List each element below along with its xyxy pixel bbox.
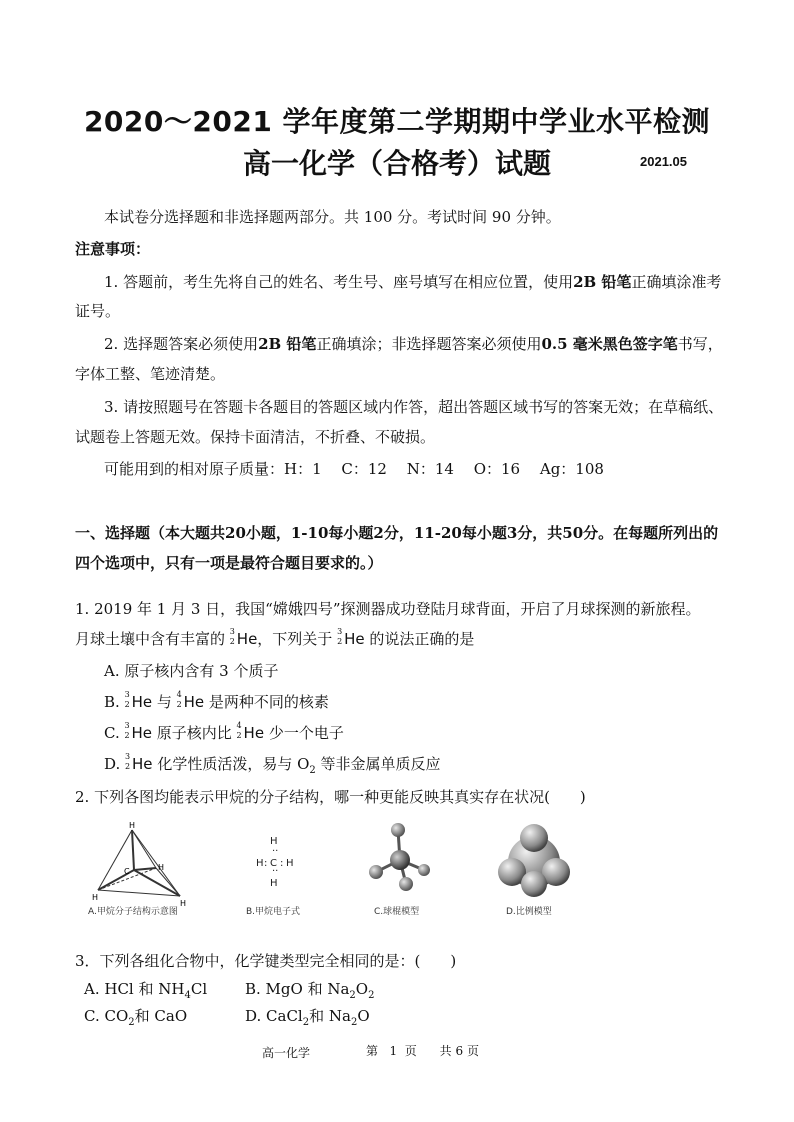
q1-option-b: B. 3 2 He 与 4 2 He 是两种不同的核素 <box>104 690 329 711</box>
footer-page: 第 1 页 共 6 页 <box>366 1044 479 1058</box>
svg-text:H: H <box>256 858 264 869</box>
exam-subtitle: 高一化学（合格考）试题 <box>242 147 551 180</box>
q2-stem: 2. 下列各图均能表示甲烷的分子结构，哪一种更能反映其真实存在状况( ) <box>75 788 586 806</box>
section-1-line2: 四个选项中，只有一项是最符合题目要求的。） <box>75 554 383 572</box>
q3-option-b: B. MgO 和 $Na_2O_2$ <box>245 980 375 1001</box>
section-1-line1: 一、选择题（本大题共20小题，1-10每小题2分，11-20每小题3分，共50分。在每题所列出的 <box>75 524 719 542</box>
svg-text::: : <box>280 858 284 869</box>
space-filling-figure <box>496 818 576 918</box>
q1-option-a: A. 原子核内含有 3 个质子 <box>104 662 279 680</box>
caption-b: B.甲烷电子式 <box>246 907 301 917</box>
ball-and-stick-model <box>362 818 442 903</box>
note-1-cont: 证号。 <box>75 302 121 320</box>
note-3-cont: 试题卷上答题无效。保持卡面清洁，不折叠、不破损。 <box>75 428 436 446</box>
exam-date: 2021.05 <box>640 154 687 169</box>
svg-text:··: ·· <box>272 866 279 877</box>
svg-text:H: H <box>92 893 99 902</box>
methane-structure-figure <box>84 818 204 918</box>
electron-formula-figure <box>242 818 322 918</box>
q1-option-d: D. 3 2 He 化学性质活泼，易与 $O_2$ 等非金属单质反应 <box>104 752 441 776</box>
svg-text:H: H <box>270 836 278 847</box>
note-2: 2. 选择题答案必须使用2B 铅笔正确填涂；非选择题答案必须使用0.5 毫米黑色签字笔书写， <box>104 335 723 353</box>
caption-a: A.甲烷分子结构示意图 <box>88 907 178 917</box>
atomic-masses: 可能用到的相对原子质量：H：1 C：12 N：14 O：16 Ag：108 <box>104 460 604 478</box>
svg-text:H: H <box>158 863 165 872</box>
methane-tetrahedron-diagram <box>84 818 204 908</box>
ball-stick-figure <box>362 818 442 918</box>
footer-subject: 高一化学 <box>262 1046 311 1060</box>
q3-stem: 3．下列各组化合物中，化学键类型完全相同的是：( ) <box>75 952 457 970</box>
q1-option-c: C. 3 2 He 原子核内比 4 2 He 少一个电子 <box>104 721 344 742</box>
q1-stem-line2: 月球土壤中含有丰富的 3 2 He，下列关于 3 2 He 的说法正确的是 <box>75 627 475 648</box>
note-1: 1. 答题前，考生先将自己的姓名、考生号、座号填写在相应位置，使用2B 铅笔正确填涂准考 <box>104 273 722 291</box>
q3-option-c: C. $CO_2$和 CaO <box>84 1007 188 1028</box>
svg-text::: : <box>264 858 268 869</box>
svg-text:C: C <box>124 867 130 876</box>
note-2-cont: 字体工整、笔迹清楚。 <box>75 365 226 383</box>
q1-stem-line1: 1. 2019 年 1 月 3 日，我国“嫦娥四号”探测器成功登陆月球背面，开启了月球探测的新旅程。 <box>75 600 701 618</box>
svg-text:··: ·· <box>272 846 279 857</box>
q3-option-a: A. HCl 和 $NH_4Cl$ <box>84 980 208 1001</box>
svg-text:C: C <box>270 858 277 869</box>
q3-option-d: D. CaCl$_2$和 $Na_2O$ <box>245 1007 370 1028</box>
exam-title: 2020～2021 学年度第二学期期中学业水平检测 <box>83 105 711 138</box>
svg-text:H: H <box>270 878 278 889</box>
electron-dot-diagram <box>242 818 322 898</box>
caption-d: D.比例模型 <box>506 907 552 917</box>
caption-c: C.球棍模型 <box>374 907 420 917</box>
svg-text:H: H <box>286 858 294 869</box>
note-3: 3. 请按照题号在答题卡各题目的答题区域内作答，超出答题区域书写的答案无效；在草稿纸、 <box>104 398 724 416</box>
svg-text:H: H <box>129 821 136 830</box>
svg-text:H: H <box>180 899 187 908</box>
exam-intro: 本试卷分选择题和非选择题两部分。共 100 分。考试时间 90 分钟。 <box>104 208 561 226</box>
notes-heading: 注意事项： <box>75 240 151 258</box>
space-filling-model <box>496 818 576 903</box>
